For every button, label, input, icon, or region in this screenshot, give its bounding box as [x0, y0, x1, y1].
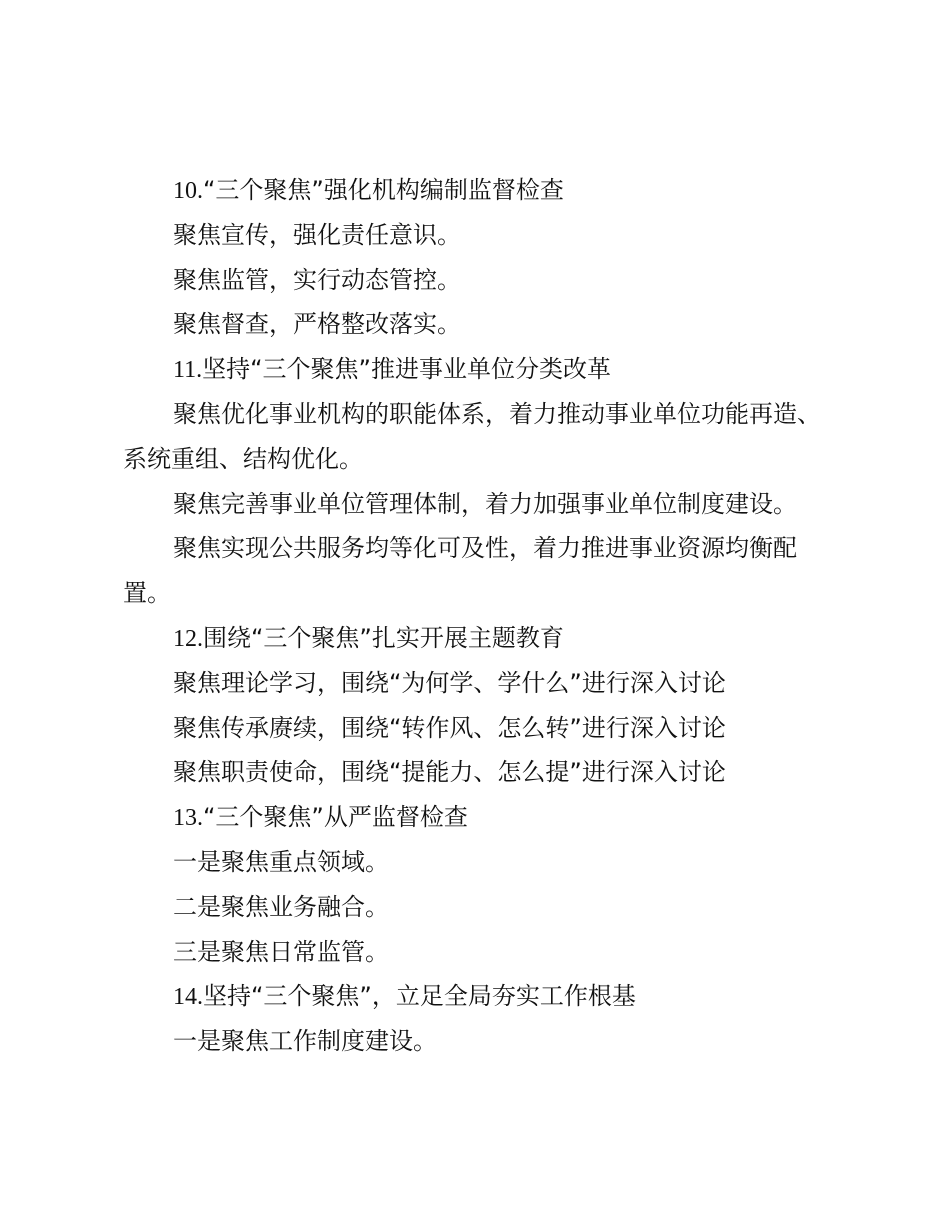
heading-number: 14.: [173, 984, 203, 1011]
paragraph: 聚焦监管，实行动态管控。: [173, 265, 461, 294]
paragraph-line: 系统重组、结构优化。: [123, 444, 363, 473]
paragraph: 聚焦完善事业单位管理体制，着力加强事业单位制度建设。: [173, 489, 797, 518]
heading-text: “三个聚焦”强化机构编制监督检查: [203, 176, 564, 204]
heading-text: 坚持“三个聚焦”推进事业单位分类改革: [202, 355, 611, 384]
section-heading: [123, 168, 843, 213]
paragraph-line: 聚焦实现公共服务均等化可及性，着力推进事业资源均衡配: [173, 534, 797, 563]
paragraph: 一是聚焦工作制度建设。: [173, 1027, 437, 1056]
heading-number: 10.: [173, 178, 203, 204]
heading-text: 围绕“三个聚焦”扎实开展主题教育: [203, 623, 564, 652]
paragraph: 三是聚焦日常监管。: [173, 937, 389, 966]
paragraph: 一是聚焦重点领域。: [173, 847, 389, 876]
paragraph: 聚焦理论学习，围绕“为何学、学什么”进行深入讨论: [173, 668, 726, 697]
document-body: [123, 168, 843, 1064]
heading-number: 13.: [173, 805, 203, 832]
heading-number: 11.: [173, 357, 203, 384]
paragraph: 聚焦职责使命，围绕“提能力、怎么提”进行深入讨论: [173, 758, 726, 787]
paragraph-line: 置。: [123, 579, 171, 608]
paragraph-line: 聚焦优化事业机构的职能体系，着力推动事业单位功能再造、: [173, 399, 821, 428]
section-heading: [123, 974, 843, 1019]
paragraph: 聚焦督查，严格整改落实。: [173, 310, 461, 339]
heading-text: “三个聚焦”从严监督检查: [203, 803, 468, 832]
paragraph: 二是聚焦业务融合。: [173, 892, 389, 921]
section-heading: [123, 616, 843, 661]
paragraph: 聚焦宣传，强化责任意识。: [173, 220, 461, 249]
heading-text: 坚持“三个聚焦”，立足全局夯实工作根基: [203, 982, 636, 1011]
heading-number: 12.: [173, 625, 203, 652]
section-heading: [123, 795, 843, 840]
paragraph: 聚焦传承赓续，围绕“转作风、怎么转”进行深入讨论: [173, 713, 726, 742]
section-heading: [123, 347, 843, 392]
